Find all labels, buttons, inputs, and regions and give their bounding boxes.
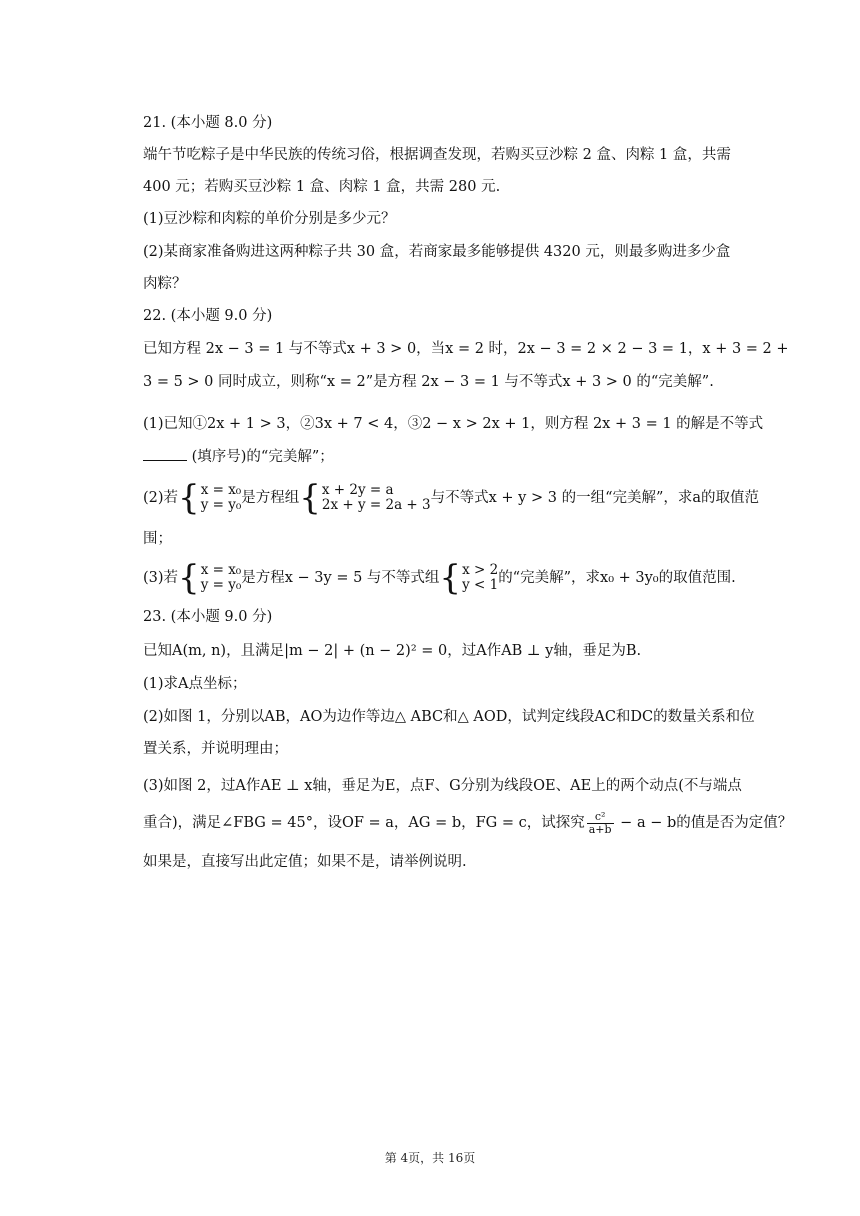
q22-part2-suffix: 与不等式x + y > 3 的一组“完美解”，求a的取值范 xyxy=(430,490,760,506)
q21-part2-line1: (2)某商家准备购进这两种粽子共 30 盒，若商家最多能够提供 4320 元，则最多购进多少盒 xyxy=(143,244,731,260)
left-brace-icon: { xyxy=(178,558,200,598)
q23-part2-line2: 置关系，并说明理由； xyxy=(143,741,288,757)
q21-intro-line1: 端午节吃粽子是中华民族的传统习俗，根据调查发现，若购买豆沙粽 2 盒、肉粽 1 盒，共需 xyxy=(143,147,731,163)
q22-part2-mid: 是方程组 xyxy=(241,490,300,506)
q22-part2-system1 xyxy=(201,483,242,513)
left-brace-icon: { xyxy=(299,478,321,518)
system-row: x + 2y = a xyxy=(321,482,394,498)
fraction xyxy=(587,811,614,836)
q23-header: 23. (本小题 9.0 分) xyxy=(143,609,273,625)
q23-part3-line2-suffix: − a − b的值是否为定值？ xyxy=(615,815,793,831)
system-row: x = x₀ xyxy=(200,482,242,498)
q23-intro: 已知A(m, n)，且满足|m − 2| + (n − 2)² = 0，过A作AB ⊥ y轴，垂足为B. xyxy=(143,643,642,659)
left-brace-icon: { xyxy=(178,478,200,518)
system-row: y < 1 xyxy=(462,577,499,593)
q22-part2-system2 xyxy=(322,483,431,513)
q22-part2-prefix: (2)若 xyxy=(143,490,179,506)
q22-header: 22. (本小题 9.0 分) xyxy=(143,308,273,324)
q23-part3-line2-prefix: 重合)，满足∠FBG = 45°，设OF = a，AG = b，FG = c，试探究 xyxy=(143,815,585,831)
q21-header: 21. (本小题 8.0 分) xyxy=(143,115,273,131)
fraction-numerator: c² xyxy=(587,811,614,824)
q22-part1-line2 xyxy=(143,446,763,468)
system-row: 2x + y = 2a + 3 xyxy=(321,497,431,513)
q22-part3-system2 xyxy=(462,563,498,593)
q22-part1-line2-text: (填序号)的“完美解”； xyxy=(191,449,334,465)
q21-intro-line2: 400 元；若购买豆沙粽 1 盒、肉粽 1 盒，共需 280 元. xyxy=(143,179,501,195)
left-brace-icon: { xyxy=(439,558,462,598)
q22-intro-line2: 3 = 5 > 0 同时成立，则称“x = 2”是方程 2x − 3 = 1 与不等式x + 3 > 0 的“完美解”. xyxy=(143,374,714,390)
q22-part2-line2: 围； xyxy=(143,531,172,547)
q22-intro-line1: 已知方程 2x − 3 = 1 与不等式x + 3 > 0，当x = 2 时，2x − 3 = 2 × 2 − 3 = 1，x + 3 = 2 + xyxy=(143,341,789,357)
q22-part2-line1 xyxy=(143,476,763,520)
q21-part1: (1)豆沙粽和肉粽的单价分别是多少元？ xyxy=(143,211,396,227)
q22-part3-system1 xyxy=(201,563,242,593)
q21-part2-line2: 肉粽？ xyxy=(143,276,187,292)
q22-part3-mid: 是方程x − 3y = 5 与不等式组 xyxy=(241,570,440,586)
system-row: y = y₀ xyxy=(200,577,242,593)
q23-part3-line3: 如果是，直接写出此定值；如果不是，请举例说明. xyxy=(143,854,467,870)
system-row: x = x₀ xyxy=(200,562,242,578)
system-row: y = y₀ xyxy=(200,497,242,513)
q22-part1-line1: (1)已知①2x + 1 > 3，②3x + 7 < 4，③2 − x > 2x + 1，则方程 2x + 3 = 1 的解是不等式 xyxy=(143,416,764,432)
q22-part3-prefix: (3)若 xyxy=(143,570,179,586)
page-footer: 第 4页，共 16页 xyxy=(384,1151,476,1165)
q23-part2-line1: (2)如图 1，分别以AB，AO为边作等边△ ABC和△ AOD，试判定线段AC和DC的数量关系和位 xyxy=(143,709,755,725)
q23-part1: (1)求A点坐标； xyxy=(143,676,247,692)
system-row: x > 2 xyxy=(462,562,499,578)
answer-blank xyxy=(143,446,187,461)
q22-part3-suffix: 的“完美解”，求x₀ + 3y₀的取值范围. xyxy=(498,570,736,586)
q22-part3 xyxy=(143,556,763,600)
q23-part3-line1: (3)如图 2，过A作AE ⊥ x轴，垂足为E，点F、G分别为线段OE、AE上的两个动点(不与端点 xyxy=(143,778,742,794)
fraction-denominator: a+b xyxy=(588,822,612,836)
q23-part3-line2 xyxy=(143,806,793,840)
